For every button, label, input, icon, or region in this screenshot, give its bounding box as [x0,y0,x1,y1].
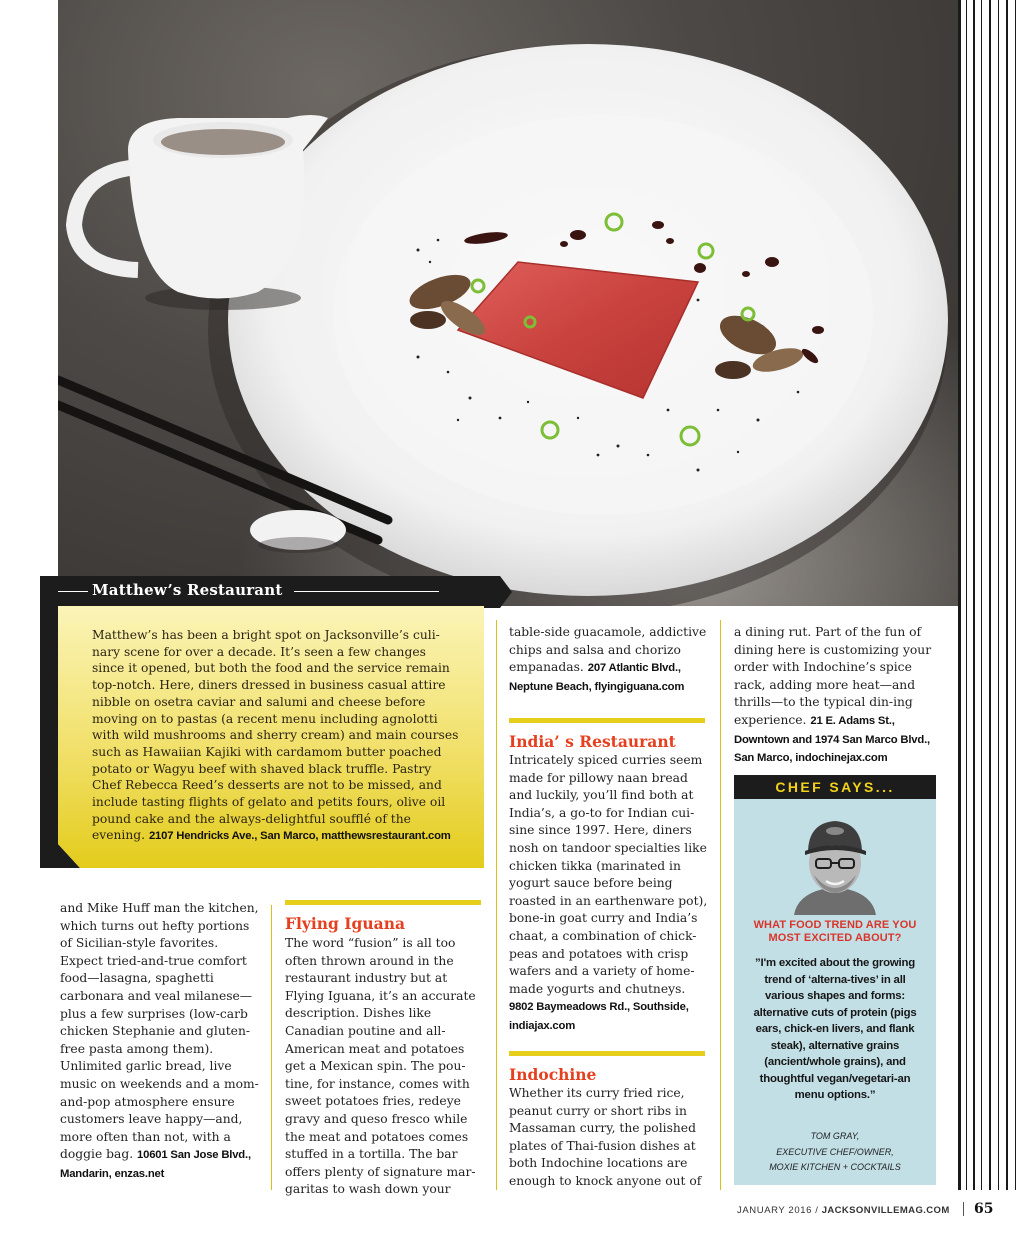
chef-restaurant: MOXIE KITCHEN + COCKTAILS [769,1162,901,1172]
footer-site-link[interactable]: JACKSONVILLEMAG.COM [821,1205,950,1216]
india-body-text: Intricately spiced curries seem made for pillowy naan bread and luckily, you’ll find both at India’s, a go-to for Indian cui-sine since 1997. Here, diners nosh on tandoor specialties like chicken tikka (marinated in yogurt sauce before being roasted in an earthenware pot), bone-in goat curry and India’s chaat, a combination of chick-peas and potatoes with crisp wafers and a variety of home-made yogurts and chutneys. [509,753,708,996]
header-rule-right [294,591,439,592]
footer-issue: JANUARY 2016 / [737,1205,822,1216]
feature-body-text: Matthew’s has been a bright spot on Jacksonville’s culi-nary scene for over a decade. It’s seen a few changes since it opened, but both the food and the service remain top-notch. Here, diners dressed in business casual attire nibble on osetra caviar and salumi and cheese before moving on to pastas (a recent menu including agnolotti with wild mushrooms and sherry cream) and main courses such as Hawaiian Kajiki with cardamom butter poached potato or Wagyu beef with shaved black truffle. Pastry Chef Rebecca Reed’s desserts are not to be missed, and include tasting flights of gelato and petits fours, olive oil pound cake and the always-delightful soufflé of the evening. [92,628,459,843]
indochine-continued-text: a dining rut. Part of the fun of dining here is customizing your order with Indochine’s spice rack, adding more heat—and thrills—to the typical din-ing experience. [734,625,932,727]
column-enzas [60,900,262,1184]
chef-says-banner: CHEF SAYS... [734,775,936,799]
food-photo [58,0,960,606]
feature-box [40,606,484,871]
section-title-india: India’ s Restaurant [509,732,676,751]
chef-portrait [790,805,880,915]
stripe-decoration [958,0,1024,1190]
feature-body [92,627,460,845]
feature-header-tab [40,576,512,608]
page-number: 65 [974,1201,994,1217]
chef-says-sidebar [734,775,936,1185]
indochine-continued [734,624,934,768]
india-address: 9802 Baymeadows Rd., Southside, indiajax.com [509,1001,689,1032]
flying-iguana-body [285,935,481,1199]
indochine-address: 21 E. Adams St., Downtown and 1974 San Marco Blvd., San Marco, indochinejax.com [734,714,930,765]
india-body [509,752,709,1036]
column-divider-3 [720,620,721,1190]
chef-name: TOM GRAY, [810,1131,860,1141]
column-divider-2 [496,620,497,1190]
chef-credit [742,1129,928,1176]
chef-role: EXECUTIVE CHEF/OWNER, [776,1146,894,1157]
section-title-flying-iguana: Flying Iguana [285,914,406,933]
feature-address: 2107 Hendricks Ave., San Marco, matthewsrestaurant.com [148,830,451,843]
chef-question: WHAT FOOD TREND ARE YOU MOST EXCITED ABOUT? [753,919,917,944]
flying-iguana-text: The word “fusion” is all too often thrown around in the restaurant industry but at Flying Iguana, it’s an accurate description. Dishes like Canadian poutine and all-American meat and potatoes get a Mexican spin. The pou-tine, for instance, comes with sweet potatoes fries, redeye gravy and queso fresco while the meat and potatoes comes stuffed in a tortilla. The bar offers plenty of signature mar-garitas to wash down your [285,936,476,1197]
flying-iguana-continued-text: table-side guacamole, addictive chips and salsa and chorizo empanadas. [509,625,707,675]
header-rule-left [58,591,88,592]
feature-title: Matthew’s Restaurant [92,581,283,599]
indochine-body [509,1085,709,1191]
column-divider-1 [271,905,272,1190]
section-rule-indochine [509,1051,705,1056]
section-rule-india [509,718,705,723]
chef-quote: ”I'm excited about the growing trend of ‘alterna-tives’ in all various shapes and forms: alternative cuts of protein (pigs ears, chick-en livers, and flank steak), alternative grains (ancient/whole grains), and thoughtful vegan/vegetari-an menu options.” [753,957,917,1101]
page-footer [737,1205,950,1216]
flying-iguana-continued [509,624,709,696]
section-rule-flying-iguana [285,900,481,905]
footer-separator [963,1202,964,1216]
flying-iguana-address: 207 Atlantic Blvd., Neptune Beach, flyingiguana.com [509,662,685,693]
section-title-indochine: Indochine [509,1065,597,1084]
indochine-body-text: Whether its curry fried rice, peanut curry or short ribs in Massaman curry, the polished plates of Thai-fusion dishes at both Indochine locations are enough to knock anyone out of [509,1086,702,1188]
col1-address: 10601 San Jose Blvd., Mandarin, enzas.net [60,1149,251,1180]
col1-body-text: and Mike Huff man the kitchen, which turns out hefty portions of Sicilian-style favorites. Expect tried-and-true comfort food—lasagna, spaghetti carbonara and veal milanese—plus a few surprises (low-carb chicken Stephanie and gluten-free pasta among them). Unlimited garlic bread, live music on weekends and a mom-and-pop atmosphere ensure customers leave happy—and, more often than not, with a doggie bag. [60,901,259,1162]
